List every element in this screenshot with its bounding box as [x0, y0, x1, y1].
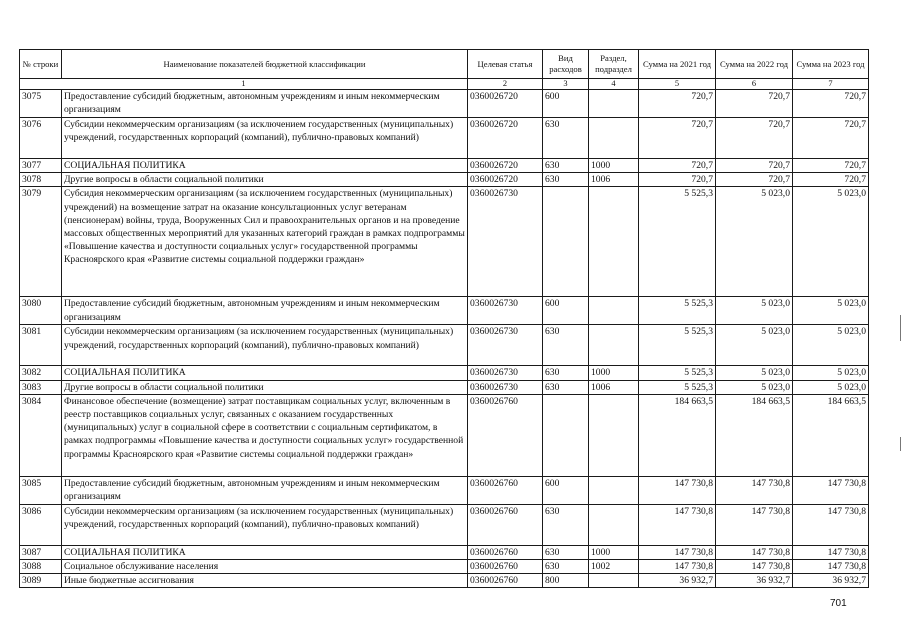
cell-target-article: 0360026760 [468, 476, 543, 504]
cell-indicator-name: Предоставление субсидий бюджетным, автономным учреждениям и иным некоммерческим организациям [62, 90, 468, 118]
header-vid: Вид расходов [543, 50, 589, 79]
cell-row-number: 3077 [20, 159, 62, 173]
cell-expense-type: 630 [543, 560, 589, 574]
cell-row-number: 3076 [20, 118, 62, 159]
cell-expense-type: 600 [543, 297, 589, 325]
cell-sum-2021: 36 932,7 [639, 574, 716, 588]
cell-expense-type: 630 [543, 118, 589, 159]
cell-expense-type: 600 [543, 90, 589, 118]
cell-target-article: 0360026720 [468, 90, 543, 118]
header-sum-2023: Сумма на 2023 год [793, 50, 869, 79]
cell-sum-2022: 184 663,5 [716, 394, 793, 476]
header-number: № строки [20, 50, 62, 79]
cell-indicator-name: СОЦИАЛЬНАЯ ПОЛИТИКА [62, 366, 468, 380]
cell-sum-2022: 5 023,0 [716, 325, 793, 366]
cell-indicator-name: Субсидии некоммерческим организациям (за исключением государственных (муниципальных) учреждений, государственных корпораций (компаний), публично-правовых компаний) [62, 504, 468, 545]
cell-indicator-name: Финансовое обеспечение (возмещение) затрат поставщикам социальных услуг, включенным в реестр поставщиков социальных услуг, связанных с оказанием государственных (муниципальных) услуг в социальной сфере в соответствии с социальным сертификатом, в рамках подпрограммы «Повышение качества и доступности социальных услуг» государственной программы Красноярского края «Развитие системы социальной поддержки граждан» [62, 394, 468, 476]
cell-sum-2021: 720,7 [639, 118, 716, 159]
cell-sum-2021: 5 525,3 [639, 366, 716, 380]
cell-sum-2021: 184 663,5 [639, 394, 716, 476]
cell-expense-type: 630 [543, 325, 589, 366]
scan-mark [900, 437, 901, 451]
cell-row-number: 3083 [20, 380, 62, 394]
cell-section [589, 90, 639, 118]
cell-row-number: 3079 [20, 187, 62, 297]
cell-sum-2022: 5 023,0 [716, 380, 793, 394]
table-row [20, 90, 869, 118]
cell-section [589, 325, 639, 366]
cell-section: 1000 [589, 366, 639, 380]
cell-sum-2022: 147 730,8 [716, 476, 793, 504]
cell-indicator-name: СОЦИАЛЬНАЯ ПОЛИТИКА [62, 159, 468, 173]
cell-sum-2023: 720,7 [793, 90, 869, 118]
page-number: 701 [830, 598, 847, 609]
cell-target-article: 0360026730 [468, 380, 543, 394]
cell-section: 1006 [589, 380, 639, 394]
table-row [20, 574, 869, 588]
cell-target-article: 0360026760 [468, 545, 543, 559]
cell-indicator-name: Субсидии некоммерческим организациям (за исключением государственных (муниципальных) учреждений, государственных корпораций (компаний), публично-правовых компаний) [62, 325, 468, 366]
cell-indicator-name: Социальное обслуживание населения [62, 560, 468, 574]
cell-row-number: 3078 [20, 173, 62, 187]
table-body [20, 90, 869, 588]
cell-row-number: 3085 [20, 476, 62, 504]
cell-sum-2023: 5 023,0 [793, 187, 869, 297]
cell-sum-2022: 5 023,0 [716, 366, 793, 380]
cell-row-number: 3089 [20, 574, 62, 588]
cell-sum-2023: 5 023,0 [793, 297, 869, 325]
cell-section [589, 297, 639, 325]
cell-sum-2021: 5 525,3 [639, 297, 716, 325]
cell-section: 1002 [589, 560, 639, 574]
cell-sum-2021: 5 525,3 [639, 325, 716, 366]
column-number-1: 1 [20, 79, 468, 90]
column-number-2: 2 [468, 79, 543, 90]
column-number-5: 5 [639, 79, 716, 90]
cell-section: 1000 [589, 159, 639, 173]
cell-section [589, 504, 639, 545]
cell-sum-2021: 5 525,3 [639, 187, 716, 297]
table-row [20, 504, 869, 545]
cell-sum-2022: 720,7 [716, 173, 793, 187]
table-row [20, 118, 869, 159]
header-razdel: Раздел, подраздел [589, 50, 639, 79]
cell-sum-2023: 147 730,8 [793, 545, 869, 559]
cell-sum-2021: 147 730,8 [639, 476, 716, 504]
cell-target-article: 0360026720 [468, 118, 543, 159]
cell-section [589, 574, 639, 588]
cell-section [589, 118, 639, 159]
cell-sum-2023: 147 730,8 [793, 504, 869, 545]
cell-row-number: 3087 [20, 545, 62, 559]
table-row [20, 366, 869, 380]
cell-sum-2022: 147 730,8 [716, 545, 793, 559]
table-row [20, 159, 869, 173]
cell-sum-2023: 5 023,0 [793, 366, 869, 380]
table-row [20, 545, 869, 559]
table-row [20, 297, 869, 325]
cell-sum-2022: 720,7 [716, 159, 793, 173]
header-sum-2022: Сумма на 2022 год [716, 50, 793, 79]
cell-expense-type: 630 [543, 545, 589, 559]
cell-expense-type: 630 [543, 366, 589, 380]
cell-target-article: 0360026760 [468, 560, 543, 574]
cell-target-article: 0360026720 [468, 159, 543, 173]
cell-sum-2023: 147 730,8 [793, 560, 869, 574]
header-name: Наименование показателей бюджетной классификации [62, 50, 468, 79]
cell-sum-2023: 147 730,8 [793, 476, 869, 504]
table-row [20, 187, 869, 297]
column-number-7: 7 [793, 79, 869, 90]
cell-sum-2022: 5 023,0 [716, 187, 793, 297]
cell-section [589, 187, 639, 297]
cell-sum-2023: 720,7 [793, 118, 869, 159]
table-row [20, 560, 869, 574]
cell-sum-2021: 720,7 [639, 159, 716, 173]
cell-expense-type: 800 [543, 574, 589, 588]
cell-indicator-name: Предоставление субсидий бюджетным, автономным учреждениям и иным некоммерческим организациям [62, 297, 468, 325]
cell-indicator-name: Другие вопросы в области социальной политики [62, 173, 468, 187]
cell-target-article: 0360026760 [468, 574, 543, 588]
cell-indicator-name: Субсидия некоммерческим организациям (за исключением государственных (муниципальных) учреждений) на возмещение затрат на оказание консультационных услуг ветеранам (пенсионерам) войны, труда, Вооруженных Сил и правоохранительных органов и на проведение массовых общественных мероприятий для указанных категорий граждан в рамках подпрограммы «Повышение качества и доступности социальных услуг» государственной программы Красноярского края «Развитие системы социальной поддержки граждан» [62, 187, 468, 297]
header-sum-2021: Сумма на 2021 год [639, 50, 716, 79]
table-row [20, 325, 869, 366]
cell-target-article: 0360026730 [468, 297, 543, 325]
cell-expense-type: 630 [543, 504, 589, 545]
cell-sum-2022: 720,7 [716, 118, 793, 159]
cell-sum-2022: 5 023,0 [716, 297, 793, 325]
cell-indicator-name: Другие вопросы в области социальной политики [62, 380, 468, 394]
cell-sum-2022: 36 932,7 [716, 574, 793, 588]
column-number-row [20, 79, 869, 90]
cell-sum-2023: 36 932,7 [793, 574, 869, 588]
table-row [20, 380, 869, 394]
cell-indicator-name: Предоставление субсидий бюджетным, автономным учреждениям и иным некоммерческим организациям [62, 476, 468, 504]
cell-sum-2023: 720,7 [793, 173, 869, 187]
cell-target-article: 0360026730 [468, 325, 543, 366]
cell-row-number: 3086 [20, 504, 62, 545]
header-row [20, 50, 869, 79]
cell-sum-2023: 720,7 [793, 159, 869, 173]
cell-row-number: 3088 [20, 560, 62, 574]
cell-sum-2022: 147 730,8 [716, 504, 793, 545]
cell-target-article: 0360026760 [468, 394, 543, 476]
cell-expense-type [543, 187, 589, 297]
table-row [20, 173, 869, 187]
budget-table [19, 49, 869, 588]
cell-section [589, 394, 639, 476]
cell-section [589, 476, 639, 504]
cell-expense-type: 630 [543, 380, 589, 394]
cell-section: 1000 [589, 545, 639, 559]
cell-sum-2023: 5 023,0 [793, 380, 869, 394]
column-number-4: 4 [589, 79, 639, 90]
cell-section: 1006 [589, 173, 639, 187]
table-row [20, 476, 869, 504]
cell-sum-2021: 5 525,3 [639, 380, 716, 394]
cell-expense-type: 630 [543, 173, 589, 187]
cell-indicator-name: СОЦИАЛЬНАЯ ПОЛИТИКА [62, 545, 468, 559]
cell-expense-type [543, 394, 589, 476]
cell-target-article: 0360026730 [468, 187, 543, 297]
cell-sum-2023: 5 023,0 [793, 325, 869, 366]
cell-sum-2022: 720,7 [716, 90, 793, 118]
cell-expense-type: 600 [543, 476, 589, 504]
cell-sum-2021: 147 730,8 [639, 560, 716, 574]
column-number-3: 3 [543, 79, 589, 90]
cell-expense-type: 630 [543, 159, 589, 173]
header-target: Целевая статья [468, 50, 543, 79]
cell-row-number: 3075 [20, 90, 62, 118]
cell-target-article: 0360026720 [468, 173, 543, 187]
column-number-6: 6 [716, 79, 793, 90]
cell-sum-2021: 720,7 [639, 173, 716, 187]
cell-sum-2021: 720,7 [639, 90, 716, 118]
cell-row-number: 3080 [20, 297, 62, 325]
cell-target-article: 0360026760 [468, 504, 543, 545]
cell-sum-2023: 184 663,5 [793, 394, 869, 476]
cell-indicator-name: Субсидии некоммерческим организациям (за исключением государственных (муниципальных) учреждений, государственных корпораций (компаний), публично-правовых компаний) [62, 118, 468, 159]
cell-row-number: 3084 [20, 394, 62, 476]
cell-sum-2021: 147 730,8 [639, 504, 716, 545]
cell-sum-2021: 147 730,8 [639, 545, 716, 559]
table-row [20, 394, 869, 476]
cell-row-number: 3082 [20, 366, 62, 380]
cell-target-article: 0360026730 [468, 366, 543, 380]
cell-indicator-name: Иные бюджетные ассигнования [62, 574, 468, 588]
scan-mark [900, 315, 901, 341]
cell-sum-2022: 147 730,8 [716, 560, 793, 574]
table-header [20, 50, 869, 90]
cell-row-number: 3081 [20, 325, 62, 366]
